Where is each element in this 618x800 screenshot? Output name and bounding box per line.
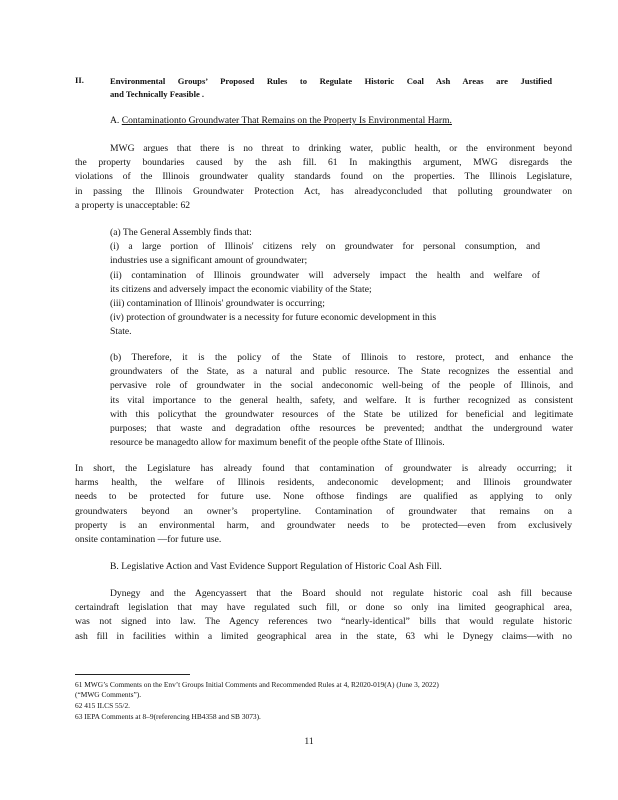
paragraph-line: MWG argues that there is no threat to drinking water, public health, or the environment beyond bbox=[110, 143, 572, 154]
paragraph-line: the property boundaries caused by the ash fill. 61 In makingthis argument, MWG disregards the bbox=[75, 157, 572, 169]
section-heading-line: and Technically Feasible . bbox=[110, 89, 205, 99]
footnote: (“MWG Comments”). bbox=[75, 690, 142, 699]
quote-line: (a) The General Assembly finds that: bbox=[110, 227, 252, 238]
paragraph-line: property is an environmental harm, and groundwater needs to be protected—even from exclusively bbox=[75, 519, 572, 531]
section-number: II. bbox=[75, 75, 84, 85]
paragraph bbox=[75, 142, 572, 213]
section-heading bbox=[110, 75, 552, 101]
block-quote-a bbox=[110, 226, 540, 340]
quote-line: pervasive role of groundwater in the social andeconomic well-being of the people of Illinois, and bbox=[110, 380, 573, 392]
subsection-b-heading: B. Legislative Action and Vast Evidence Support Regulation of Historic Coal Ash Fill. bbox=[110, 561, 442, 572]
paragraph-line: a property is unacceptable: 62 bbox=[75, 199, 191, 211]
paragraph-line: harms health, the welfare of Illinois residents, andeconomic development; and Illinois groundwater bbox=[75, 477, 572, 489]
paragraph bbox=[75, 462, 572, 547]
block-quote-b bbox=[110, 351, 573, 450]
paragraph-line: onsite contamination —for future use. bbox=[75, 534, 222, 546]
paragraph-line: groundwaters beyond an owner’s propertyline. Contamination of groundwater that remains on a bbox=[75, 505, 572, 517]
quote-line: groundwaters of the State, as a natural and public resource. The State recognizes the essential and bbox=[110, 366, 573, 378]
quote-line: (iv) protection of groundwater is a necessity for future economic development in this bbox=[110, 312, 437, 324]
quote-line: (i) a large portion of Illinois' citizens rely on groundwater for personal consumption, and bbox=[110, 241, 540, 253]
quote-line: (b) Therefore, it is the policy of the State of Illinois to restore, protect, and enhance the bbox=[110, 352, 573, 363]
page-number: 11 bbox=[304, 736, 314, 747]
footnote: 62 415 ILCS 55/2. bbox=[75, 701, 131, 710]
quote-line: industries use a significant amount of groundwater; bbox=[110, 255, 308, 267]
quote-line: with this policythat the groundwater resources of the State be utilized for beneficial and legitimate bbox=[110, 408, 573, 420]
quote-line: its vital importance to the general health, safety, and welfare. It is further recognized as consistent bbox=[110, 394, 573, 406]
quote-line: resource be managedto allow for maximum benefit of the people ofthe State of Illinois. bbox=[110, 437, 445, 449]
paragraph bbox=[75, 587, 572, 644]
paragraph-line: In short, the Legislature has already found that contamination of groundwater is already occurring; it bbox=[75, 463, 572, 474]
subsection-a-title: Contaminationto Groundwater That Remains on the Property Is Environmental Harm. bbox=[121, 115, 452, 126]
footnote-separator bbox=[75, 674, 190, 675]
quote-line: (ii) contamination of Illinois groundwater will adversely impact the health and welfare of bbox=[110, 269, 540, 281]
quote-line: State. bbox=[110, 326, 132, 338]
paragraph-line: was not signed into law. The Agency references two “nearly-identical” bills that would regulate historic bbox=[75, 616, 572, 628]
quote-line: its citizens and adversely impact the economic viability of the State; bbox=[110, 283, 372, 295]
paragraph-line: needs to be protected for future use. None ofthose findings are qualified as applying to only bbox=[75, 491, 572, 503]
section-heading-line: Environmental Groups’ Proposed Rules to Regulate Historic Coal Ash Areas are Justified bbox=[110, 76, 552, 86]
quote-line: purposes; that waste and degradation ofthe resources be prevented; andthat the underground water bbox=[110, 423, 573, 435]
footnote: 63 IEPA Comments at 8–9(referencing HB4358 and SB 3073). bbox=[75, 712, 261, 721]
paragraph-line: violations of the Illinois groundwater quality standards found on the properties. The Illinois Legislature, bbox=[75, 171, 572, 183]
footnote: 61 MWG’s Comments on the Env’t Groups Initial Comments and Recommended Rules at 4, R2020-019(A) (June 3, 2022) bbox=[75, 680, 439, 689]
subsection-a-heading bbox=[110, 114, 452, 128]
subsection-a-label: A. bbox=[110, 115, 120, 126]
paragraph-line: ash fill in facilities within a limited geographical area in the state, 63 whi le Dynegy claims—with no bbox=[75, 630, 572, 642]
paragraph-line: in passing the Illinois Groundwater Protection Act, has alreadyconcluded that polluting groundwater on bbox=[75, 185, 572, 197]
paragraph-line: Dynegy and the Agencyassert that the Board should not regulate historic coal ash fill because bbox=[110, 588, 572, 599]
paragraph-line: certaindraft legislation that may have regulated such fill, or done so only ina limited geographical area, bbox=[75, 602, 572, 614]
quote-line: (iii) contamination of Illinois' groundwater is occurring; bbox=[110, 298, 325, 310]
